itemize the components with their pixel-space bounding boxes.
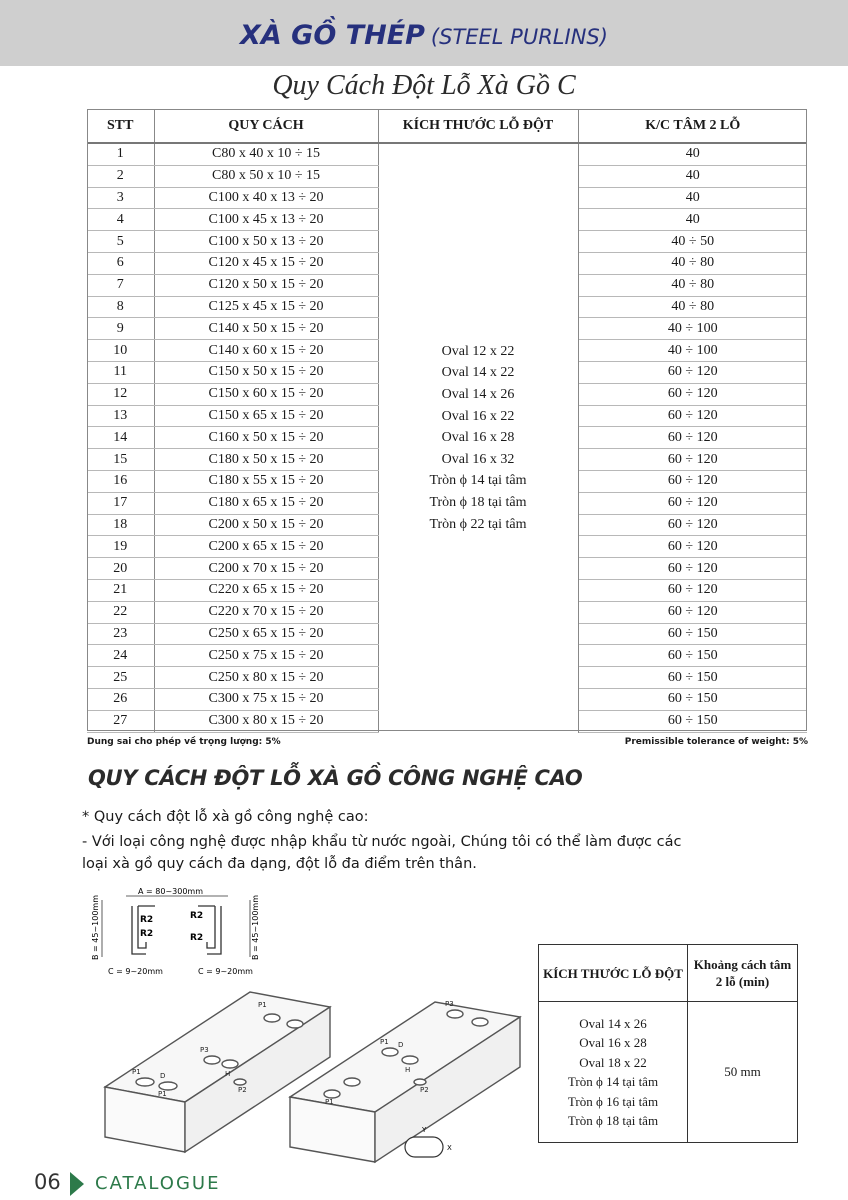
page-header bbox=[0, 0, 848, 66]
hole-size-line: Tròn ϕ 18 tại tâm bbox=[429, 494, 527, 510]
purlin-diagram bbox=[80, 882, 530, 1172]
row-spec: C140 x 60 x 15 ÷ 20 bbox=[154, 340, 378, 362]
row-stt: 27 bbox=[87, 710, 154, 732]
row-distance: 60 ÷ 120 bbox=[578, 449, 807, 471]
paragraph-line-3: loại xà gồ quy cách đa dạng, đột lỗ đa điểm trên thân. bbox=[82, 856, 477, 872]
label-d-left: D bbox=[160, 1072, 166, 1080]
dim-b-label-left: B = 45~100mm bbox=[91, 894, 100, 960]
row-stt: 2 bbox=[87, 165, 154, 187]
hole-table-header-size: KÍCH THƯỚC LỖ ĐỘT bbox=[539, 945, 688, 1002]
row-spec: C100 x 40 x 13 ÷ 20 bbox=[154, 187, 378, 209]
section-title-c-purlin: Quy Cách Đột Lỗ Xà Gồ C bbox=[272, 70, 576, 101]
paragraph-line-1: * Quy cách đột lỗ xà gồ công nghệ cao: bbox=[82, 809, 369, 825]
row-distance: 60 ÷ 120 bbox=[578, 492, 807, 514]
row-distance: 40 ÷ 50 bbox=[578, 231, 807, 253]
row-spec: C150 x 60 x 15 ÷ 20 bbox=[154, 383, 378, 405]
footer-arrow-icon bbox=[70, 1172, 84, 1196]
oval-label-x: X bbox=[447, 1144, 452, 1152]
header-title: XÀ GỒ THÉP bbox=[240, 20, 425, 51]
row-distance: 60 ÷ 150 bbox=[578, 688, 807, 710]
paragraph-line-2: - Với loại công nghệ được nhập khẩu từ nước ngoài, Chúng tôi có thể làm được các bbox=[82, 834, 682, 850]
row-stt: 3 bbox=[87, 187, 154, 209]
row-distance: 40 bbox=[578, 143, 807, 165]
row-spec: C180 x 55 x 15 ÷ 20 bbox=[154, 470, 378, 492]
hole-size-line: Tròn ϕ 14 tại tâm bbox=[429, 473, 527, 489]
tolerance-note-en: Premissible tolerance of weight: 5% bbox=[624, 737, 808, 747]
row-distance: 60 ÷ 120 bbox=[578, 405, 807, 427]
hole-size-line: Oval 14 x 26 bbox=[441, 387, 515, 403]
hole-size-line: Oval 12 x 22 bbox=[441, 343, 515, 359]
profile-left-lip bbox=[138, 906, 146, 948]
footer-catalogue-label: CATALOGUE bbox=[95, 1173, 221, 1194]
label-p3-right: P3 bbox=[445, 1000, 454, 1008]
row-distance: 40 bbox=[578, 209, 807, 231]
row-stt: 11 bbox=[87, 361, 154, 383]
label-p2-right: P2 bbox=[420, 1086, 429, 1094]
row-spec: C300 x 75 x 15 ÷ 20 bbox=[154, 688, 378, 710]
label-p1b-left: P1 bbox=[158, 1090, 167, 1098]
row-distance: 60 ÷ 150 bbox=[578, 710, 807, 732]
label-d-right: D bbox=[398, 1041, 404, 1049]
label-p1c-left: P1 bbox=[258, 1001, 267, 1009]
tolerance-note-vi: Dung sai cho phép về trọng lượng: 5% bbox=[87, 737, 281, 747]
hole-size-list bbox=[539, 1002, 688, 1143]
hole-size-line: Oval 14 x 22 bbox=[441, 365, 515, 381]
row-stt: 20 bbox=[87, 558, 154, 580]
row-stt: 21 bbox=[87, 579, 154, 601]
label-p3-left: P3 bbox=[200, 1046, 209, 1054]
col-header-stt: STT bbox=[87, 109, 154, 143]
hole-size-item: Tròn ϕ 14 tại tâm bbox=[567, 1074, 659, 1089]
profile-right-outer bbox=[207, 906, 221, 954]
row-spec: C150 x 50 x 15 ÷ 20 bbox=[154, 361, 378, 383]
row-distance: 60 ÷ 150 bbox=[578, 623, 807, 645]
row-distance: 40 bbox=[578, 187, 807, 209]
row-spec: C250 x 75 x 15 ÷ 20 bbox=[154, 645, 378, 667]
row-spec: C220 x 70 x 15 ÷ 20 bbox=[154, 601, 378, 623]
row-spec: C200 x 50 x 15 ÷ 20 bbox=[154, 514, 378, 536]
row-stt: 22 bbox=[87, 601, 154, 623]
row-stt: 8 bbox=[87, 296, 154, 318]
row-spec: C80 x 50 x 10 ÷ 15 bbox=[154, 165, 378, 187]
dim-c-label-left: C = 9~20mm bbox=[108, 967, 163, 976]
row-spec: C150 x 65 x 15 ÷ 20 bbox=[154, 405, 378, 427]
row-stt: 23 bbox=[87, 623, 154, 645]
profile-right-lip bbox=[207, 906, 215, 948]
row-distance: 60 ÷ 120 bbox=[578, 601, 807, 623]
row-stt: 18 bbox=[87, 514, 154, 536]
row-spec: C80 x 40 x 10 ÷ 15 bbox=[154, 143, 378, 165]
row-stt: 17 bbox=[87, 492, 154, 514]
hole-size-item: Oval 16 x 28 bbox=[579, 1035, 647, 1050]
spec-table-header bbox=[87, 109, 807, 143]
row-distance: 60 ÷ 120 bbox=[578, 536, 807, 558]
row-distance: 40 ÷ 80 bbox=[578, 252, 807, 274]
row-distance: 60 ÷ 120 bbox=[578, 383, 807, 405]
row-spec: C100 x 45 x 13 ÷ 20 bbox=[154, 209, 378, 231]
dim-c-label-right: C = 9~20mm bbox=[198, 967, 253, 976]
label-p1-left: P1 bbox=[132, 1068, 141, 1076]
hole-size-line: Oval 16 x 32 bbox=[441, 451, 515, 467]
row-spec: C200 x 65 x 15 ÷ 20 bbox=[154, 536, 378, 558]
row-spec: C200 x 70 x 15 ÷ 20 bbox=[154, 558, 378, 580]
row-stt: 6 bbox=[87, 252, 154, 274]
row-spec: C160 x 50 x 15 ÷ 20 bbox=[154, 427, 378, 449]
row-distance: 40 ÷ 80 bbox=[578, 296, 807, 318]
row-distance: 60 ÷ 120 bbox=[578, 579, 807, 601]
row-distance: 60 ÷ 150 bbox=[578, 645, 807, 667]
label-p1-right: P1 bbox=[325, 1098, 334, 1106]
label-h-left: H bbox=[225, 1070, 231, 1078]
hole-size-item: Oval 18 x 22 bbox=[579, 1054, 647, 1070]
row-distance: 40 ÷ 100 bbox=[578, 340, 807, 362]
row-spec: C100 x 50 x 13 ÷ 20 bbox=[154, 231, 378, 253]
label-p2-left: P2 bbox=[238, 1086, 247, 1094]
row-spec: C250 x 80 x 15 ÷ 20 bbox=[154, 667, 378, 689]
header-subtitle: (STEEL PURLINS) bbox=[430, 25, 608, 49]
dim-a-label: A = 80~300mm bbox=[138, 887, 203, 896]
col-header-spec: QUY CÁCH bbox=[154, 109, 378, 143]
row-stt: 25 bbox=[87, 667, 154, 689]
row-stt: 4 bbox=[87, 209, 154, 231]
row-stt: 7 bbox=[87, 274, 154, 296]
dim-b-label-right: B = 45~100mm bbox=[251, 894, 260, 960]
radius-label-2: R2 bbox=[140, 929, 154, 939]
hole-table-header-distance: Khoảng cách tâm 2 lỗ (min) bbox=[688, 945, 798, 1002]
row-spec: C140 x 50 x 15 ÷ 20 bbox=[154, 318, 378, 340]
row-stt: 24 bbox=[87, 645, 154, 667]
row-stt: 10 bbox=[87, 340, 154, 362]
oval-label-y: Y bbox=[422, 1126, 427, 1134]
row-spec: C180 x 50 x 15 ÷ 20 bbox=[154, 449, 378, 471]
row-distance: 40 bbox=[578, 165, 807, 187]
row-stt: 13 bbox=[87, 405, 154, 427]
hole-size-line: Tròn ϕ 22 tại tâm bbox=[429, 516, 527, 532]
hole-distance-value: 50 mm bbox=[688, 1002, 798, 1143]
radius-label-1: R2 bbox=[140, 915, 154, 925]
row-spec: C180 x 65 x 15 ÷ 20 bbox=[154, 492, 378, 514]
col-header-hole-size: KÍCH THƯỚC LỖ ĐỘT bbox=[378, 109, 578, 143]
row-distance: 60 ÷ 120 bbox=[578, 427, 807, 449]
row-distance: 60 ÷ 120 bbox=[578, 361, 807, 383]
row-stt: 9 bbox=[87, 318, 154, 340]
hole-size-line: Oval 16 x 22 bbox=[441, 408, 515, 424]
row-spec: C120 x 50 x 15 ÷ 20 bbox=[154, 274, 378, 296]
row-spec: C300 x 80 x 15 ÷ 20 bbox=[154, 710, 378, 732]
oval-hole-detail bbox=[405, 1137, 443, 1157]
row-distance: 60 ÷ 120 bbox=[578, 470, 807, 492]
section-title-high-tech: QUY CÁCH ĐỘT LỖ XÀ GỒ CÔNG NGHỆ CAO bbox=[88, 766, 583, 790]
row-stt: 26 bbox=[87, 688, 154, 710]
label-p1b-right: P1 bbox=[380, 1038, 389, 1046]
row-distance: 60 ÷ 150 bbox=[578, 667, 807, 689]
radius-label-4: R2 bbox=[190, 933, 204, 943]
row-stt: 19 bbox=[87, 536, 154, 558]
label-h-right: H bbox=[405, 1066, 411, 1074]
spec-table bbox=[87, 109, 807, 733]
row-stt: 15 bbox=[87, 449, 154, 471]
table-row bbox=[87, 143, 807, 165]
row-distance: 60 ÷ 120 bbox=[578, 514, 807, 536]
row-stt: 12 bbox=[87, 383, 154, 405]
row-spec: C125 x 45 x 15 ÷ 20 bbox=[154, 296, 378, 318]
row-spec: C250 x 65 x 15 ÷ 20 bbox=[154, 623, 378, 645]
row-stt: 1 bbox=[87, 143, 154, 165]
row-stt: 14 bbox=[87, 427, 154, 449]
row-distance: 40 ÷ 80 bbox=[578, 274, 807, 296]
row-distance: 40 ÷ 100 bbox=[578, 318, 807, 340]
col-header-distance: K/C TÂM 2 LỖ bbox=[578, 109, 807, 143]
page-number: 06 bbox=[34, 1170, 61, 1194]
hole-size-item: Oval 14 x 26 bbox=[579, 1015, 647, 1031]
header-title-wrap bbox=[0, 20, 848, 51]
hole-size-item: Tròn ϕ 18 tại tâm bbox=[567, 1113, 659, 1128]
radius-label-3: R2 bbox=[190, 911, 204, 921]
row-spec: C220 x 65 x 15 ÷ 20 bbox=[154, 579, 378, 601]
hole-size-cell bbox=[378, 143, 578, 732]
row-stt: 16 bbox=[87, 470, 154, 492]
hole-size-item: Tròn ϕ 16 tại tâm bbox=[567, 1093, 659, 1109]
hole-size-line: Oval 16 x 28 bbox=[441, 430, 515, 446]
row-distance: 60 ÷ 120 bbox=[578, 558, 807, 580]
row-spec: C120 x 45 x 15 ÷ 20 bbox=[154, 252, 378, 274]
row-stt: 5 bbox=[87, 231, 154, 253]
hole-spec-table bbox=[538, 944, 798, 1143]
